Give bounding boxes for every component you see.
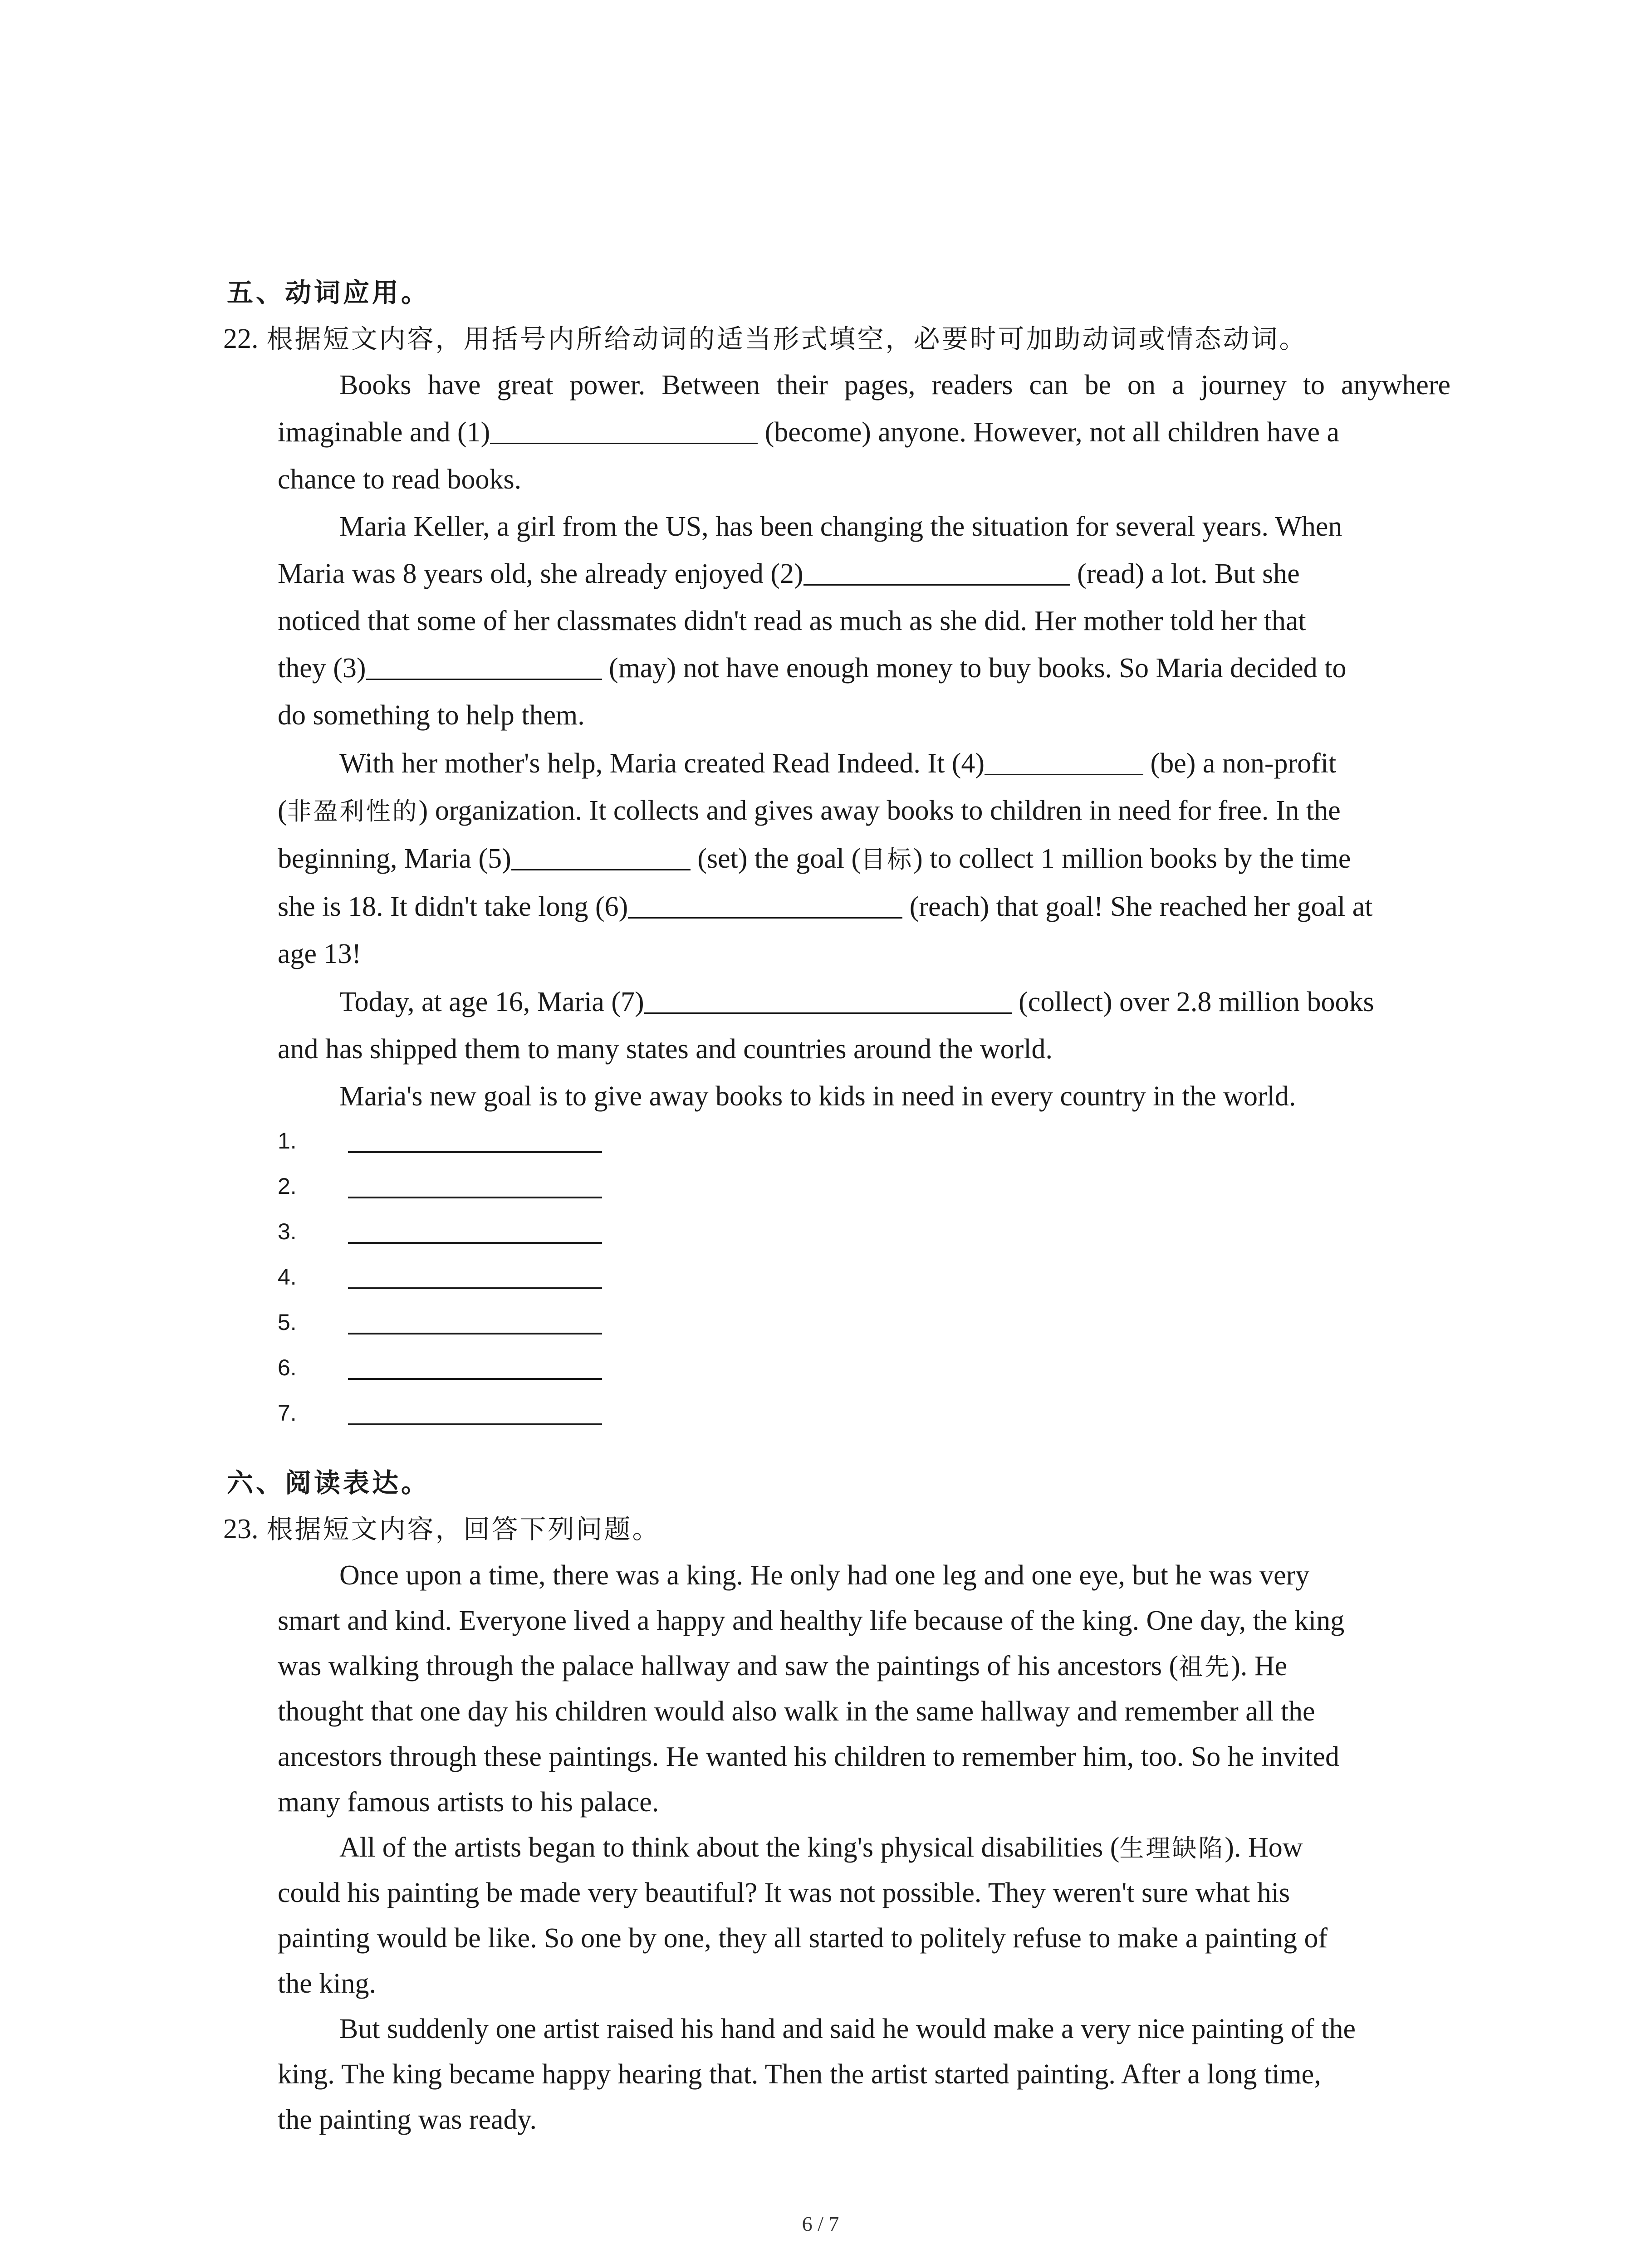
answer-blank[interactable] <box>348 1197 602 1198</box>
answer-blank[interactable] <box>348 1287 602 1289</box>
passage-line <box>339 985 1450 1019</box>
text: she is 18. It didn't take long (6) <box>278 891 628 922</box>
text: imaginable and (1) <box>278 417 490 448</box>
answer-number: 3. <box>278 1219 297 1244</box>
inline-blank-6[interactable] <box>628 892 902 919</box>
text: (reach) that goal! She reached her goal at <box>902 891 1373 922</box>
answer-number: 6. <box>278 1355 297 1380</box>
text: (become) anyone. However, not all children have a <box>758 417 1340 448</box>
chinese-gloss: 非盈利性的 <box>287 797 419 826</box>
passage-line: ancestors through these paintings. He wanted his children to remember him, too. So he invited <box>278 1741 1339 1772</box>
text: ). How <box>1225 1832 1303 1863</box>
inline-blank-1[interactable] <box>490 417 758 444</box>
text: (collect) over 2.8 million books <box>1011 987 1374 1017</box>
text: was walking through the palace hallway and saw the paintings of his ancestors ( <box>278 1651 1179 1681</box>
answer-number: 2. <box>278 1173 297 1199</box>
chinese-gloss: 祖先 <box>1178 1652 1231 1681</box>
passage-line <box>339 747 1450 780</box>
text: Maria was 8 years old, she already enjoyed (2) <box>278 558 803 589</box>
passage-line <box>278 651 1450 685</box>
passage-line: noticed that some of her classmates didn't read as much as she did. Her mother told her that <box>278 606 1306 636</box>
passage-line: king. The king became happy hearing that. Then the artist started painting. After a long time, <box>278 2059 1321 2090</box>
passage-line <box>278 890 1450 924</box>
passage-line: But suddenly one artist raised his hand and said he would make a very nice painting of the <box>339 2014 1356 2044</box>
text: All of the artists began to think about the king's physical disabilities ( <box>339 1832 1120 1863</box>
passage-line: could his painting be made very beautiful? It was not possible. They weren't sure what his <box>278 1877 1290 1908</box>
instruction-text: 根据短文内容，用括号内所给动词的适当形式填空，必要时可加助动词或情态动词。 <box>266 323 1308 354</box>
text: (set) the goal ( <box>690 843 861 874</box>
question-number: 22. <box>223 323 259 354</box>
inline-blank-5[interactable] <box>511 844 691 870</box>
text: beginning, Maria (5) <box>278 843 511 874</box>
answer-blank[interactable] <box>348 1242 602 1244</box>
text: they (3) <box>278 653 366 684</box>
answer-number: 1. <box>278 1128 297 1154</box>
text: (may) not have enough money to buy books. So Maria decided to <box>602 653 1347 684</box>
chinese-gloss: 目标 <box>861 845 914 874</box>
answer-blank[interactable] <box>348 1423 602 1425</box>
text: ) to collect 1 million books by the time <box>913 843 1351 874</box>
passage-line: smart and kind. Everyone lived a happy and healthy life because of the king. One day, the king <box>278 1605 1345 1636</box>
passage-line: and has shipped them to many states and countries around the world. <box>278 1034 1053 1065</box>
answer-blank[interactable] <box>348 1151 602 1153</box>
answer-number: 4. <box>278 1264 297 1290</box>
passage-line: do something to help them. <box>278 700 585 731</box>
chinese-gloss: 生理缺陷 <box>1119 1834 1225 1862</box>
passage-line: Maria's new goal is to give away books to kids in need in every country in the world. <box>339 1081 1296 1112</box>
instruction-text: 根据短文内容，回答下列问题。 <box>266 1514 661 1545</box>
answer-number: 5. <box>278 1310 297 1335</box>
answer-blank[interactable] <box>348 1333 602 1334</box>
passage-line: the king. <box>278 1968 376 1999</box>
answer-number: 7. <box>278 1400 297 1426</box>
passage-line <box>278 415 1450 449</box>
section-title: 六、阅读表达。 <box>227 1467 431 1498</box>
section-title: 五、动词应用。 <box>227 277 431 308</box>
passage-line: the painting was ready. <box>278 2104 537 2135</box>
text: Today, at age 16, Maria (7) <box>339 987 644 1017</box>
text: (be) a non-profit <box>1143 748 1337 779</box>
question-number: 23. <box>223 1514 259 1545</box>
passage-line: painting would be like. So one by one, they all started to politely refuse to make a painting of <box>278 1923 1328 1954</box>
passage-line <box>278 794 1450 827</box>
passage-line <box>278 842 1450 875</box>
question-instruction <box>223 318 1308 356</box>
passage-line: age 13! <box>278 938 362 969</box>
passage-line: chance to read books. <box>278 464 522 495</box>
passage-line: many famous artists to his palace. <box>278 1787 659 1818</box>
passage-line: Books have great power. Between their pages, readers can be on a journey to anywhere <box>339 370 1450 401</box>
passage-line <box>278 1649 1450 1683</box>
text: ). He <box>1231 1651 1288 1681</box>
passage-line: Maria Keller, a girl from the US, has been changing the situation for several years. When <box>339 511 1342 542</box>
text: ) organization. It collects and gives away books to children in need for free. In the <box>418 795 1341 826</box>
passage-line <box>339 1831 1450 1864</box>
passage-line <box>278 557 1450 591</box>
inline-blank-7[interactable] <box>644 987 1012 1014</box>
inline-blank-2[interactable] <box>803 559 1070 586</box>
text: (read) a lot. But she <box>1070 558 1300 589</box>
text: With her mother's help, Maria created Read Indeed. It (4) <box>339 748 985 779</box>
passage-line: thought that one day his children would also walk in the same hallway and remember all the <box>278 1696 1315 1727</box>
passage-line: Once upon a time, there was a king. He only had one leg and one eye, but he was very <box>339 1560 1310 1591</box>
inline-blank-4[interactable] <box>985 748 1143 775</box>
question-instruction <box>223 1508 661 1546</box>
inline-blank-3[interactable] <box>366 653 602 680</box>
page-number: 6 / 7 <box>802 2212 839 2235</box>
answer-blank[interactable] <box>348 1378 602 1380</box>
text: ( <box>278 795 287 826</box>
